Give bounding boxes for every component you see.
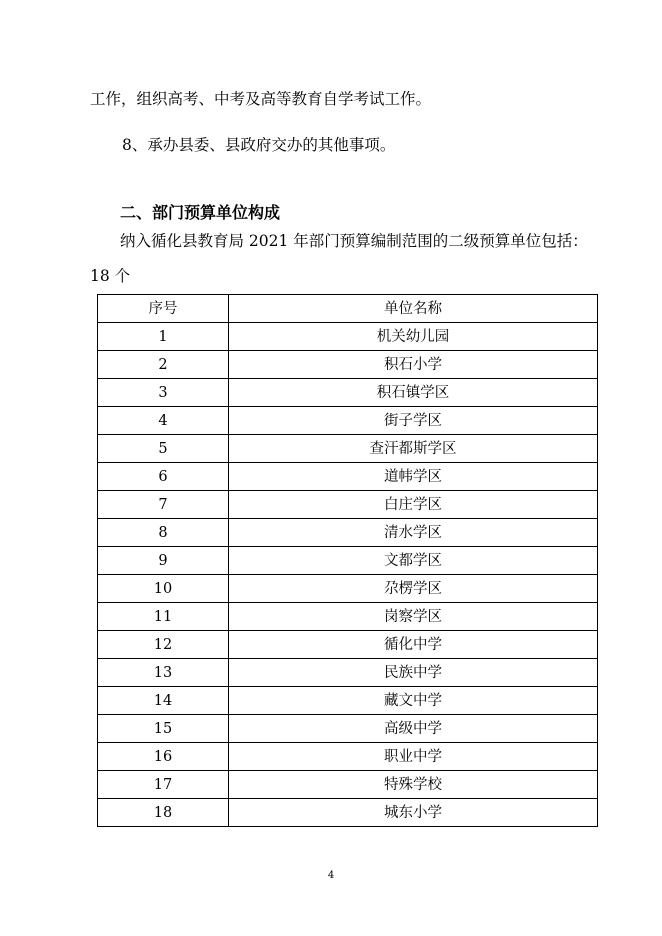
cell-unit-name: 查汗都斯学区 — [229, 435, 598, 463]
cell-unit-name: 道帏学区 — [229, 463, 598, 491]
cell-unit-name: 城东小学 — [229, 799, 598, 827]
cell-index: 11 — [98, 603, 229, 631]
table-row — [98, 687, 598, 715]
table-row — [98, 631, 598, 659]
section-heading: 二、部门预算单位构成 — [120, 203, 281, 222]
paragraph-item-8: 8、承办县委、县政府交办的其他事项。 — [122, 136, 396, 154]
cell-index: 7 — [98, 491, 229, 519]
cell-index: 1 — [98, 323, 229, 351]
cell-index: 16 — [98, 743, 229, 771]
cell-unit-name: 藏文中学 — [229, 687, 598, 715]
table-row — [98, 351, 598, 379]
table-row — [98, 603, 598, 631]
table-row — [98, 771, 598, 799]
cell-index: 15 — [98, 715, 229, 743]
cell-index: 13 — [98, 659, 229, 687]
cell-index: 3 — [98, 379, 229, 407]
column-header-unit-name: 单位名称 — [229, 295, 598, 323]
cell-unit-name: 民族中学 — [229, 659, 598, 687]
cell-unit-name: 清水学区 — [229, 519, 598, 547]
cell-index: 18 — [98, 799, 229, 827]
cell-unit-name: 文都学区 — [229, 547, 598, 575]
cell-unit-name: 高级中学 — [229, 715, 598, 743]
cell-unit-name: 积石镇学区 — [229, 379, 598, 407]
table-row — [98, 575, 598, 603]
cell-index: 17 — [98, 771, 229, 799]
cell-index: 8 — [98, 519, 229, 547]
column-header-index: 序号 — [98, 295, 229, 323]
table-row — [98, 519, 598, 547]
cell-unit-name: 机关幼儿园 — [229, 323, 598, 351]
cell-index: 14 — [98, 687, 229, 715]
table-body — [98, 323, 598, 827]
cell-index: 6 — [98, 463, 229, 491]
table-row — [98, 463, 598, 491]
cell-index: 4 — [98, 407, 229, 435]
cell-unit-name: 尕楞学区 — [229, 575, 598, 603]
cell-index: 10 — [98, 575, 229, 603]
table-row — [98, 323, 598, 351]
table-row — [98, 743, 598, 771]
table-row — [98, 407, 598, 435]
paragraph-intro: 纳入循化县教育局 2021 年部门预算编制范围的二级预算单位包括： — [120, 232, 588, 250]
table-row — [98, 547, 598, 575]
cell-unit-name: 街子学区 — [229, 407, 598, 435]
table-row — [98, 799, 598, 827]
table-row — [98, 715, 598, 743]
cell-index: 12 — [98, 631, 229, 659]
page-number: 4 — [327, 870, 335, 881]
cell-unit-name: 职业中学 — [229, 743, 598, 771]
cell-index: 2 — [98, 351, 229, 379]
cell-unit-name: 积石小学 — [229, 351, 598, 379]
cell-unit-name: 岗察学区 — [229, 603, 598, 631]
cell-index: 5 — [98, 435, 229, 463]
cell-index: 9 — [98, 547, 229, 575]
cell-unit-name: 特殊学校 — [229, 771, 598, 799]
budget-units-table — [97, 294, 598, 827]
paragraph-count: 18 个 — [90, 267, 131, 285]
table-row — [98, 491, 598, 519]
cell-unit-name: 循化中学 — [229, 631, 598, 659]
table-row — [98, 435, 598, 463]
paragraph-line: 工作，组织高考、中考及高等教育自学考试工作。 — [90, 90, 432, 108]
cell-unit-name: 白庄学区 — [229, 491, 598, 519]
table-row — [98, 379, 598, 407]
table-header-row — [98, 295, 598, 323]
table-row — [98, 659, 598, 687]
